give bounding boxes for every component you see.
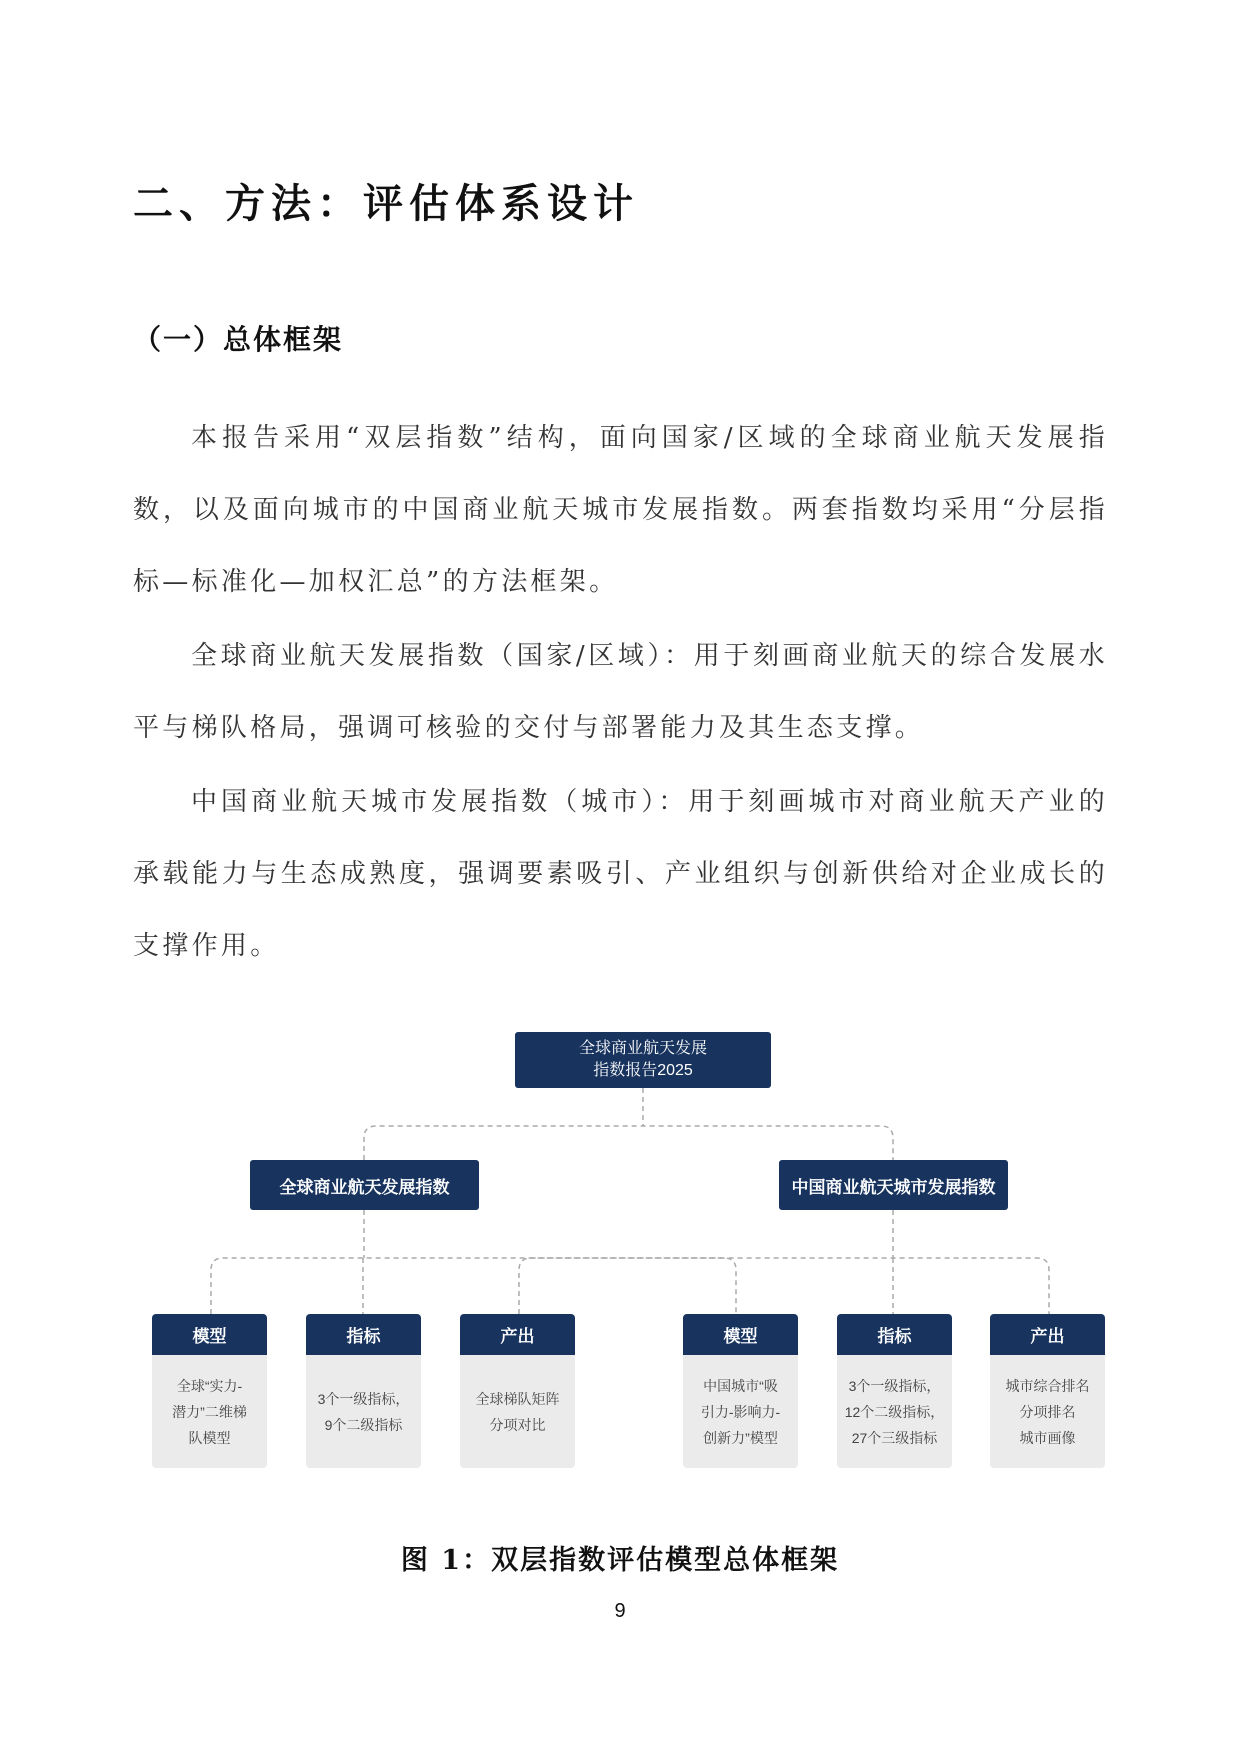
card-title: 模型: [683, 1314, 798, 1355]
card-line: 创新力”模型: [703, 1429, 778, 1446]
section-title: 二、方法：评估体系设计: [133, 180, 639, 227]
paragraph-2: 全球商业航天发展指数（国家/区域）：用于刻画商业航天的综合发展水平与梯队格局，强调可核验的交付与部署能力及其生态支撑。: [133, 641, 1108, 743]
card-line: 中国城市“吸: [703, 1377, 778, 1394]
card-line: 城市画像: [1019, 1429, 1076, 1446]
card-global-model: [152, 1314, 267, 1468]
card-city-indicators: [837, 1314, 952, 1468]
card-line: 分项对比: [489, 1416, 546, 1433]
cards-bar-2: [519, 1258, 1049, 1314]
card-global-output: [460, 1314, 575, 1468]
paragraph-1: 本报告采用“双层指数”结构，面向国家/区域的全球商业航天发展指数，以及面向城市的中国商业航天城市发展指数。两套指数均采用“分层指标—标准化—加权汇总”的方法框架。: [133, 423, 1108, 597]
root-node-line-1: 全球商业航天发展: [578, 1040, 707, 1057]
root-node-line-2: 指数报告2025: [593, 1062, 693, 1079]
card-line: 27个三级指标: [851, 1429, 938, 1446]
card-line: 3个一级指标，: [317, 1390, 410, 1407]
card-line: 潜力”二维梯: [172, 1403, 247, 1420]
card-city-output: [990, 1314, 1105, 1468]
card-line: 引力-影响力-: [700, 1403, 781, 1420]
card-line: 12个二级指标，: [844, 1403, 945, 1420]
branch-bar-top: [364, 1126, 893, 1160]
card-line: 3个一级指标，: [848, 1377, 941, 1394]
card-title: 产出: [990, 1314, 1105, 1355]
card-line: 分项排名: [1019, 1403, 1076, 1420]
card-global-indicators: [306, 1314, 421, 1468]
figure-caption: 图 1：双层指数评估模型总体框架: [400, 1545, 840, 1576]
global-index-node: 全球商业航天发展指数: [250, 1160, 479, 1210]
card-line: 城市综合排名: [1005, 1377, 1090, 1394]
subsection-title: （一）总体框架: [133, 323, 344, 356]
card-line: 9个二级指标: [324, 1416, 403, 1433]
card-city-model: [683, 1314, 798, 1468]
card-title: 指标: [837, 1314, 952, 1355]
card-line: 全球梯队矩阵: [475, 1390, 560, 1407]
cards-bar-1: [211, 1258, 736, 1314]
card-line: 全球“实力-: [176, 1377, 243, 1394]
card-title: 模型: [152, 1314, 267, 1355]
paragraph-3: 中国商业航天城市发展指数（城市）：用于刻画城市对商业航天产业的承载能力与生态成熟度，强调要素吸引、产业组织与创新供给对企业成长的支撑作用。: [133, 787, 1108, 961]
card-line: 队模型: [188, 1429, 231, 1446]
china-city-index-node: 中国商业航天城市发展指数: [779, 1160, 1008, 1210]
root-node: [515, 1032, 771, 1088]
card-title: 产出: [460, 1314, 575, 1355]
card-title: 指标: [306, 1314, 421, 1355]
page-number: 9: [614, 1600, 626, 1622]
